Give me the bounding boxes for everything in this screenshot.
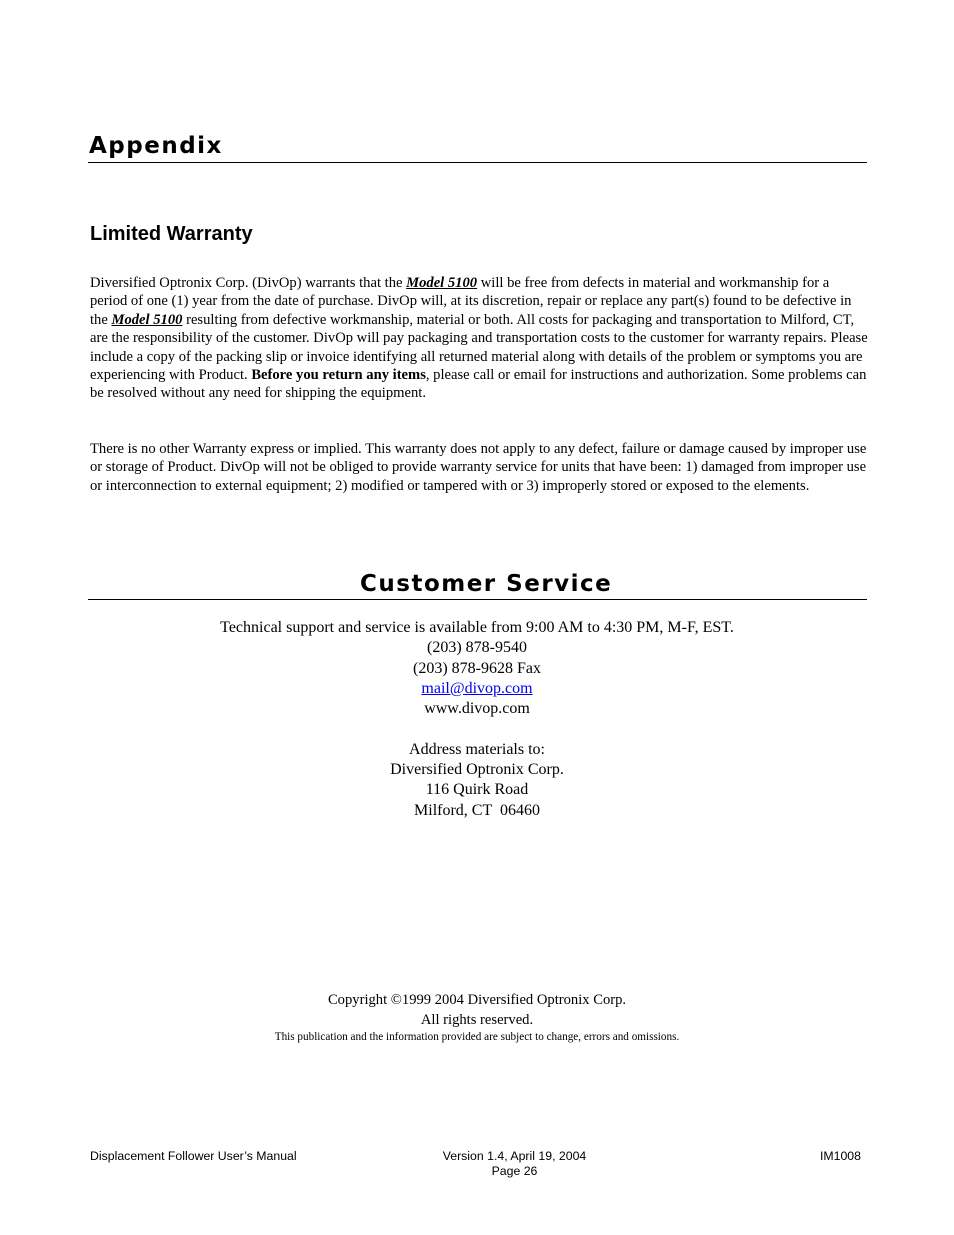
- warranty-paragraph-2: There is no other Warranty express or implied. This warranty does not apply to any defect, failure or damage caused by improper use or storage of Product. DivOp will not be obliged to provide warranty service for units that have been: 1) damaged from improper use or interconnection to external equipment; 2) modified or tampered with or 3) improperly stored or exposed to the elements.: [90, 441, 867, 494]
- email-link[interactable]: mail@divop.com: [421, 679, 533, 697]
- street-address: 116 Quirk Road: [425, 781, 529, 799]
- footer-version: Version 1.4, April 19, 2004: [442, 1149, 587, 1163]
- customer-service-title: Customer Service: [360, 571, 613, 597]
- warranty-emphasis: Before you return any items: [251, 367, 426, 384]
- footer-version-page: [377, 1149, 652, 1179]
- footer-document-id: IM1008: [819, 1149, 861, 1163]
- company-name: Diversified Optronix Corp.: [390, 761, 564, 779]
- appendix-title: Appendix: [89, 133, 223, 159]
- copyright-prefix: Copyright: [327, 992, 391, 1008]
- warranty-heading: Limited Warranty: [90, 223, 253, 245]
- warranty-text: Diversified Optronix Corp. (DivOp) warrants that the: [90, 275, 407, 291]
- customer-service-contact: [0, 618, 954, 821]
- copyright-line: [0, 990, 954, 1010]
- city-state-zip: Milford, CT 06460: [414, 801, 540, 819]
- warranty-text: , please call or email for instructions and authorization. Some problems can be resolved without any need for shipping the equipment.: [90, 367, 867, 402]
- footer-page-number: Page 26: [491, 1164, 538, 1178]
- customer-service-rule: [88, 599, 867, 600]
- address-label: Address materials to:: [409, 740, 545, 758]
- website: www.divop.com: [424, 700, 530, 718]
- warranty-paragraph-1: [90, 274, 870, 403]
- copyright-block: [0, 990, 954, 1044]
- warranty-text: will be free from defects in material and workmanship for a period of one (1) year from the date of purchase. DivOp will, at its discretion, repair or replace any part(s) found to be defective in the: [90, 275, 852, 328]
- copyright-text: 1999 2004 Diversified Optronix Corp.: [401, 992, 627, 1008]
- model-name: Model 5100: [406, 275, 478, 291]
- support-hours: Technical support and service is available from 9:00 AM to 4:30 PM, M-F, EST.: [220, 619, 734, 636]
- phone-number: (203) 878-9540: [427, 639, 527, 657]
- copyright-symbol: ©: [390, 992, 402, 1008]
- warranty-text: resulting from defective workmanship, material or both. All costs for packaging and transportation to Milford, CT, are the responsibility of the customer. DivOp will pay packaging and transportation costs to the customer for warranty repairs. Please include a copy of the packing slip or invoice identifying all returned material along with details of the problem or symptoms you are experiencing with Product.: [90, 311, 868, 384]
- model-name: Model 5100: [111, 311, 183, 328]
- footer-manual-title: Displacement Follower User’s Manual: [90, 1149, 297, 1163]
- appendix-rule: [88, 162, 867, 163]
- disclaimer-notice: This publication and the information provided are subject to change, errors and omissions.: [274, 1031, 680, 1043]
- rights-reserved: All rights reserved.: [420, 1012, 534, 1028]
- fax-number: (203) 878-9628 Fax: [413, 659, 541, 677]
